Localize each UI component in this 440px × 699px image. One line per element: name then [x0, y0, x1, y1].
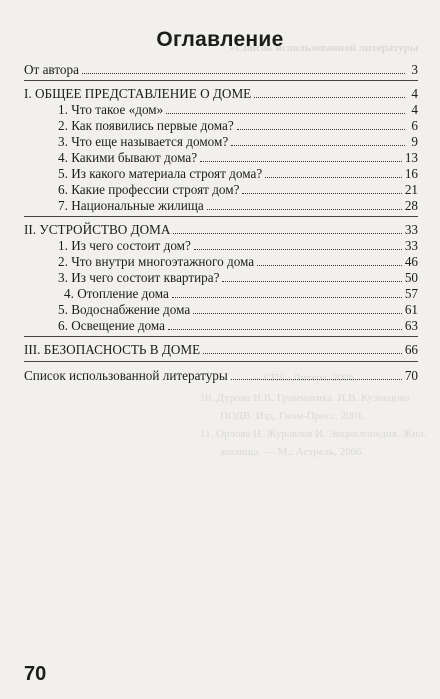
toc-entry-label: III. БЕЗОПАСНОСТЬ В ДОМЕ [24, 342, 201, 357]
leader-dots [172, 297, 402, 298]
toc-entry-label: 1. Что такое «дом» [58, 102, 164, 117]
toc-entry-page: 21 [404, 182, 418, 197]
toc-entry-page: 66 [404, 342, 418, 357]
page-title: Оглавление [156, 28, 284, 51]
toc-entry-label: От автора [24, 62, 79, 77]
toc-entry-page: 70 [404, 368, 418, 383]
bleed-through-text: 11. Орлова Н. Журавлев И. Энциклопедия. Жил. [200, 428, 427, 440]
leader-dots [203, 353, 402, 354]
leader-dots [82, 73, 405, 74]
leader-dots [200, 161, 402, 162]
toc-entry-label: 2. Что внутри многоэтажного дома [58, 254, 255, 269]
toc-entry-foreword[interactable] [24, 62, 418, 78]
toc-entry-label: 7. Национальные жилища [58, 198, 204, 213]
toc-entry-label: I. ОБЩЕЕ ПРЕДСТАВЛЕНИЕ О ДОМЕ [24, 86, 252, 101]
toc-entry[interactable] [58, 254, 418, 270]
toc-section-1[interactable] [24, 86, 418, 102]
toc-entry-page: 46 [404, 254, 418, 269]
section-divider [24, 361, 418, 362]
leader-dots [166, 113, 405, 114]
toc-entry-label: 5. Из какого материала строят дома? [58, 166, 263, 181]
leader-dots [237, 129, 405, 130]
page-number: 70 [24, 663, 47, 685]
bleed-through-text: 10. Дурова Н.В. Грамматика. И.В. Кузнецова [200, 392, 410, 404]
toc-entry[interactable] [64, 286, 418, 302]
leader-dots [257, 265, 402, 266]
leader-dots [231, 379, 402, 380]
toc-entry-page: 33 [404, 238, 418, 253]
toc-entry-page: 13 [404, 150, 418, 165]
leader-dots [222, 281, 401, 282]
toc-entry[interactable] [58, 134, 418, 150]
leader-dots [168, 329, 402, 330]
toc-entry[interactable] [58, 166, 418, 182]
bleed-through-text: «Список использованной литературы [230, 42, 419, 54]
toc-entry-label: 4. Какими бывают дома? [58, 150, 198, 165]
leader-dots [242, 193, 401, 194]
bleed-through-text: ПОДВ. Изд. Гном-Пресс, 2001. [220, 410, 366, 422]
toc-entry-page: 61 [404, 302, 418, 317]
toc-entry-label: 3. Что еще называется домом? [58, 134, 229, 149]
toc-entry[interactable] [58, 182, 418, 198]
toc-entry-page: 33 [404, 222, 418, 237]
toc-entry-label: 6. Освещение дома [58, 318, 165, 333]
toc-entry-page: 3 [411, 62, 418, 77]
bleed-through-text: — СПб.: Литера, 2006. [250, 372, 357, 384]
section-divider [24, 80, 418, 81]
toc-entry-label: 5. Водоснабжение дома [58, 302, 191, 317]
leader-dots [254, 97, 405, 98]
leader-dots [265, 177, 402, 178]
toc-entry-bibliography[interactable] [24, 368, 418, 384]
leader-dots [194, 249, 402, 250]
toc-entry-page: 50 [404, 270, 418, 285]
leader-dots [231, 145, 405, 146]
toc-entry-label: 3. Из чего состоит квартира? [58, 270, 220, 285]
toc-entry-label: 2. Как появились первые дома? [58, 118, 234, 133]
section-divider [24, 216, 418, 217]
toc-entry-page: 63 [404, 318, 418, 333]
toc-entry-label: II. УСТРОЙСТВО ДОМА [24, 222, 171, 237]
toc-entry[interactable] [58, 118, 418, 134]
toc-entry[interactable] [58, 302, 418, 318]
section-divider [24, 336, 418, 337]
toc-entry-page: 4 [411, 102, 418, 117]
toc-entry[interactable] [58, 318, 418, 334]
toc-entry-label: Список использованной литературы [24, 368, 228, 383]
toc-section-3[interactable] [24, 342, 418, 358]
toc-entry-label: 6. Какие профессии строят дом? [58, 182, 240, 197]
leader-dots [193, 313, 402, 314]
leader-dots [207, 209, 402, 210]
toc-entry-page: 57 [404, 286, 418, 301]
toc-entry-page: 4 [411, 86, 418, 101]
toc-entry[interactable] [58, 102, 418, 118]
leader-dots [173, 233, 401, 234]
bleed-through-text: жилища. — М.: Астрель, 2006. [220, 446, 365, 458]
toc-entry[interactable] [58, 198, 418, 214]
toc-entry-page: 16 [404, 166, 418, 181]
toc-entry-page: 9 [411, 134, 418, 149]
toc-entry-label: 4. Отопление дома [64, 286, 169, 301]
toc-entry[interactable] [58, 238, 418, 254]
toc-entry-label: 1. Из чего состоит дом? [58, 238, 191, 253]
toc-entry-page: 6 [411, 118, 418, 133]
toc-section-2[interactable] [24, 222, 418, 238]
toc-entry[interactable] [58, 150, 418, 166]
toc-entry[interactable] [58, 270, 418, 286]
toc-entry-page: 28 [404, 198, 418, 213]
